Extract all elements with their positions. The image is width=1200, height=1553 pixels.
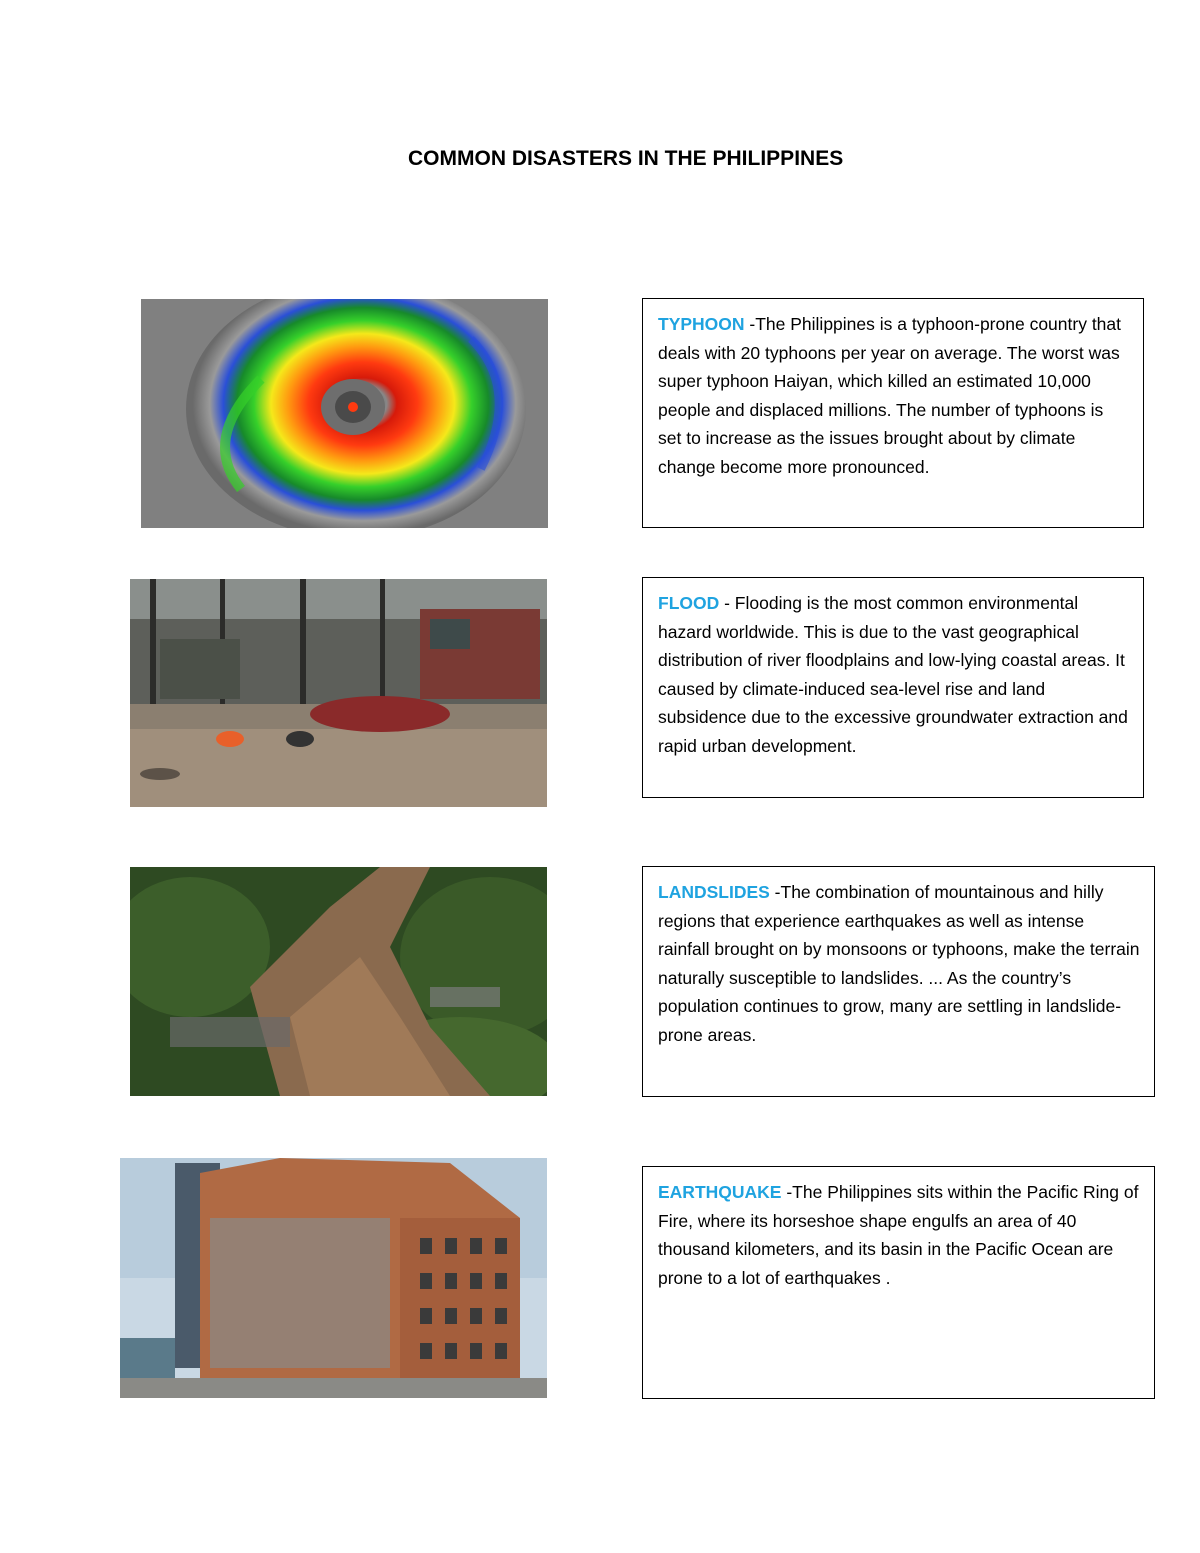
earthquake-keyword: EARTHQUAKE [658,1182,782,1202]
landslides-keyword: LANDSLIDES [658,882,770,902]
earthquake-building-image [120,1158,547,1398]
landslide-image [130,867,547,1096]
typhoon-description-box [642,298,1144,528]
flood-description-box [642,577,1144,798]
flood-street-image [130,579,547,807]
landslides-description-box [642,866,1155,1097]
typhoon-description: -The Philippines is a typhoon-prone country that deals with 20 typhoons per year on average. The worst was super typhoon Haiyan, which killed an estimated 10,000 people and displaced millions. The number of typhoons is set to increase as the issues brought about by climate change become more pronounced. [658,314,1122,477]
typhoon-satellite-image [141,299,548,528]
typhoon-keyword: TYPHOON [658,314,745,334]
flood-description: - Flooding is the most common environmental hazard worldwide. This is due to the vast geographical distribution of river floodplains and low-lying coastal areas. It caused by climate-induced sea-level rise and land subsidence due to the excessive groundwater extraction and rapid urban development. [658,593,1128,756]
title-area [0,0,1200,200]
page-title: COMMON DISASTERS IN THE PHILIPPINES [408,147,844,170]
earthquake-description: -The Philippines sits within the Pacific Ring of Fire, where its horseshoe shape engulfs an area of 40 thousand kilometers, and its basin in the Pacific Ocean are prone to a lot of earthquakes . [658,1182,1139,1288]
earthquake-description-box [642,1166,1155,1399]
landslides-description: -The combination of mountainous and hilly regions that experience earthquakes as well as intense rainfall brought on by monsoons or typhoons, make the terrain naturally susceptible to landslides. ... As the country’s population continues to grow, many are settling in landslide-prone areas. [658,882,1140,1045]
flood-keyword: FLOOD [658,593,720,613]
